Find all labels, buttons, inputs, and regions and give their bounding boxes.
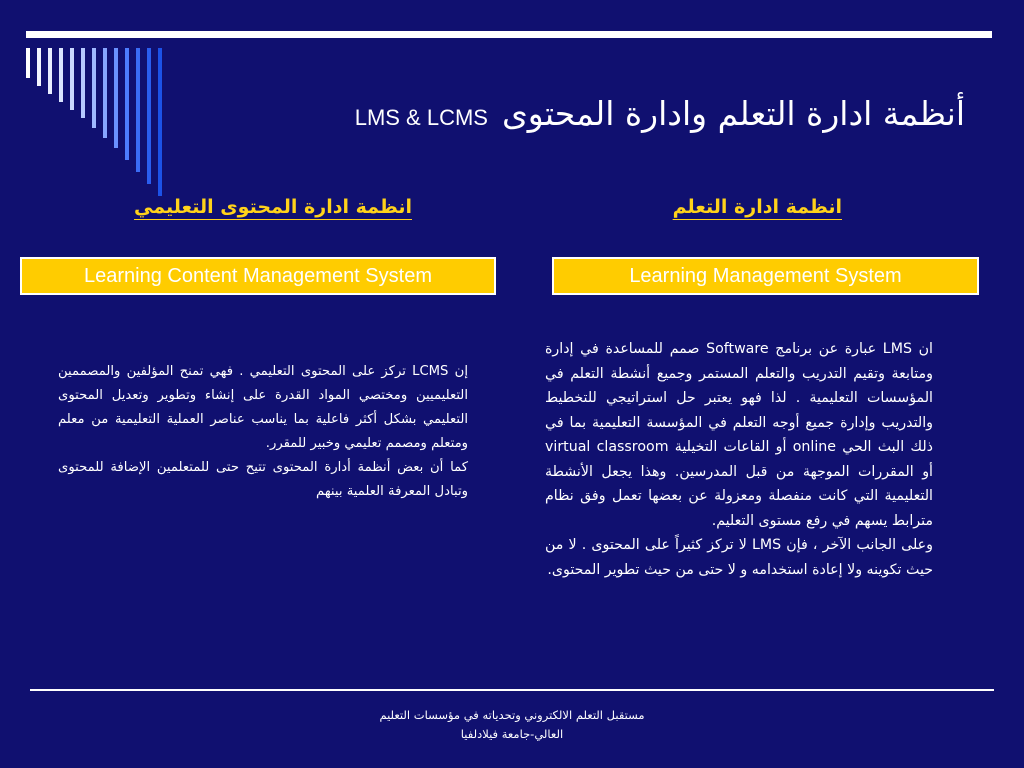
- lcms-description: [58, 360, 468, 504]
- lcms-label-box: [20, 257, 496, 295]
- lcms-heading: انظمة ادارة المحتوى التعليمي: [134, 196, 412, 218]
- lms-paragraph-1: ان LMS عبارة عن برنامج Software صمم للمساعدة في إدارة ومتابعة وتقيم التدريب والتعلم المستمر وجميع أنشطة التعلم في المؤسسات التعليمية . لذا فهو يعتبر حل استراتيجي للتخطيط والتدريب وإدارة جميع أوجه التعلم في المؤسسة التعليمية بما في ذلك البث الحي online أو القاعات التخيلية virtual classroom أو المقررات الموجهة من قبل المدرسين. وهذا يجعل الأنشطة التعليمية التي كانت منفصلة ومعزولة عن بعضها تعمل وفق نظام مترابط يسهم في رفع مستوى التعليم.: [545, 341, 933, 529]
- decorative-bar: [103, 48, 107, 138]
- decorative-bar: [37, 48, 41, 86]
- lms-paragraph-2: وعلى الجانب الآخر ، فإن LMS لا تركز كثيراً على المحتوى . لا من حيث تكوينه ولا إعادة استخدامه و لا حتى من حيث تطوير المحتوى.: [545, 537, 933, 578]
- footer-line-1: مستقبل التعلم الالكتروني وتحدياته في مؤسسات التعليم: [379, 708, 645, 722]
- slide-title: [160, 94, 965, 164]
- footer-line-2: العالي-جامعة فيلادلفيا: [460, 727, 564, 741]
- decorative-bar: [81, 48, 85, 118]
- lcms-label: Learning Content Management System: [84, 264, 432, 287]
- decorative-bar: [125, 48, 129, 160]
- lms-description: [545, 337, 933, 582]
- decorative-bar: [59, 48, 63, 102]
- decorative-bar: [26, 48, 30, 78]
- decorative-bar: [114, 48, 118, 148]
- decorative-bar: [70, 48, 74, 110]
- top-rule: [26, 31, 992, 38]
- decorative-bar: [136, 48, 140, 172]
- decorative-bar: [92, 48, 96, 128]
- decorative-bar: [147, 48, 151, 184]
- lms-heading: انظمة ادارة التعلم: [672, 196, 842, 218]
- lcms-paragraph-2: كما أن بعض أنظمة أدارة المحتوى تتيح حتى للمتعلمين الإضافة للمحتوى وتبادل المعرفة العلمية بينهم: [58, 460, 468, 499]
- slide-title-ar: أنظمة ادارة التعلم وادارة المحتوى: [501, 94, 965, 133]
- lms-label-box: [552, 257, 979, 295]
- bottom-rule: [30, 689, 994, 691]
- slide-title-en: LMS & LCMS: [354, 105, 488, 130]
- decorative-bar: [48, 48, 52, 94]
- lms-label: Learning Management System: [629, 264, 902, 287]
- lcms-paragraph-1: إن LCMS تركز على المحتوى التعليمي . فهي تمنح المؤلفين والمصممين التعليميين ومختصي المواد القدرة على إنشاء وتطوير وتعديل المحتوى التعليمي بشكل أكثر فاعلية بما يناسب عناصر العملية التعليمية من معلم ومتعلم ومصمم تعليمي وخبير للمقرر.: [58, 364, 468, 451]
- footer: [300, 706, 724, 744]
